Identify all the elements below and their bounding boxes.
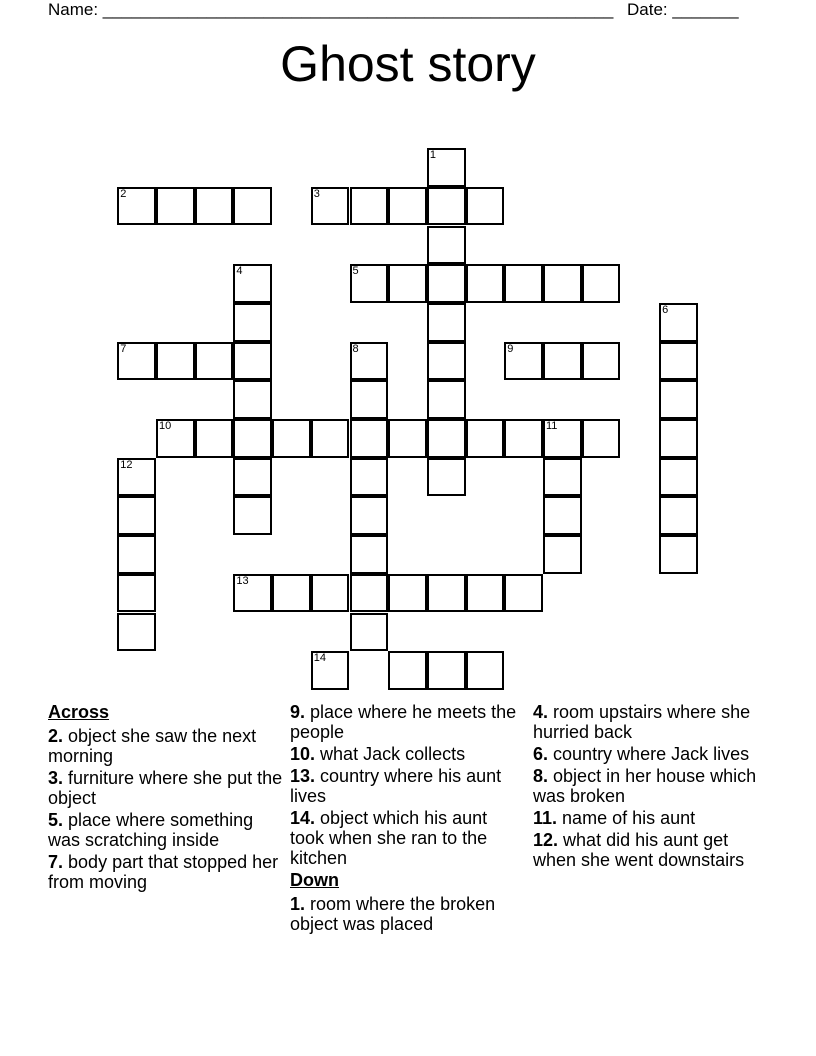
crossword-cell[interactable]	[156, 342, 195, 381]
crossword-cell[interactable]	[504, 574, 543, 613]
crossword-cell[interactable]	[466, 187, 505, 226]
crossword-cell[interactable]	[350, 187, 389, 226]
clue-number: 14.	[290, 808, 316, 828]
crossword-cell[interactable]	[156, 419, 195, 458]
clue-down-4	[533, 702, 769, 742]
puzzle-title: Ghost story	[280, 36, 536, 92]
crossword-cell[interactable]	[466, 651, 505, 690]
clue-number-label: 13	[236, 574, 249, 587]
crossword-cell[interactable]	[543, 458, 582, 497]
clue-text: room where the broken object was placed	[290, 894, 496, 934]
crossword-cell[interactable]	[233, 574, 272, 613]
crossword-cell[interactable]	[543, 264, 582, 303]
clue-number: 6.	[533, 744, 549, 764]
crossword-cell[interactable]	[311, 574, 350, 613]
crossword-cell[interactable]	[272, 574, 311, 613]
crossword-cell[interactable]	[311, 419, 350, 458]
crossword-cell[interactable]	[388, 574, 427, 613]
clue-number-label: 2	[120, 187, 127, 200]
crossword-cell[interactable]	[272, 419, 311, 458]
crossword-cell[interactable]	[233, 187, 272, 226]
clue-text: what Jack collects	[320, 744, 466, 764]
crossword-cell[interactable]	[350, 458, 389, 497]
clue-number-label: 12	[120, 458, 133, 471]
crossword-cell[interactable]	[388, 264, 427, 303]
clue-across-14	[290, 808, 526, 868]
clue-text: what did his aunt get when she went downstairs	[533, 830, 745, 870]
crossword-cell[interactable]	[233, 496, 272, 535]
crossword-cell[interactable]	[427, 651, 466, 690]
clue-number-label: 8	[352, 342, 359, 355]
clue-text: place where he meets the people	[290, 702, 517, 742]
crossword-cell[interactable]	[427, 342, 466, 381]
crossword-cell[interactable]	[659, 419, 698, 458]
crossword-cell[interactable]	[311, 187, 350, 226]
clue-number: 3.	[48, 768, 64, 788]
crossword-cell[interactable]	[543, 496, 582, 535]
clue-number: 7.	[48, 852, 64, 872]
clue-number-label: 11	[546, 420, 558, 432]
clue-across-9	[290, 702, 526, 742]
clue-number-label: 3	[313, 187, 320, 200]
crossword-cell[interactable]	[350, 264, 389, 303]
clue-number: 13.	[290, 766, 316, 786]
crossword-cell[interactable]	[117, 458, 156, 497]
crossword-cell[interactable]	[543, 342, 582, 381]
crossword-cell[interactable]	[233, 342, 272, 381]
clue-number-label: 1	[429, 149, 437, 162]
crossword-cell[interactable]	[350, 574, 389, 613]
clue-text: country where his aunt lives	[290, 766, 502, 806]
clue-number: 11.	[533, 808, 558, 828]
clues-column-3	[533, 702, 769, 872]
clue-across-5	[48, 810, 284, 850]
clue-text: object which his aunt took when she ran to the kitchen	[290, 808, 488, 868]
crossword-cell[interactable]	[659, 496, 698, 535]
crossword-cell[interactable]	[350, 342, 389, 381]
clue-across-7	[48, 852, 284, 892]
clue-number-label: 4	[236, 265, 243, 278]
clue-number: 12.	[533, 830, 559, 850]
clue-number: 2.	[48, 726, 64, 746]
clue-text: object in her house which was broken	[533, 766, 757, 806]
crossword-cell[interactable]	[388, 419, 427, 458]
crossword-cell[interactable]	[117, 342, 156, 381]
crossword-cell[interactable]	[388, 187, 427, 226]
clue-number: 8.	[533, 766, 549, 786]
clue-down-8	[533, 766, 769, 806]
crossword-cell[interactable]	[504, 419, 543, 458]
crossword-cell[interactable]	[582, 342, 621, 381]
crossword-cell[interactable]	[427, 148, 466, 187]
crossword-cell[interactable]	[543, 535, 582, 574]
clue-number-label: 10	[159, 420, 172, 432]
crossword-cell[interactable]	[466, 574, 505, 613]
crossword-cell[interactable]	[543, 419, 582, 458]
crossword-cell[interactable]	[427, 419, 466, 458]
clue-across-10	[290, 744, 526, 764]
crossword-cell[interactable]	[350, 535, 389, 574]
clue-text: place where something was scratching inside	[48, 810, 254, 850]
crossword-cell[interactable]	[427, 303, 466, 342]
clue-down-6	[533, 744, 769, 764]
crossword-cell[interactable]	[233, 419, 272, 458]
clue-number: 10.	[290, 744, 316, 764]
crossword-cell[interactable]	[427, 264, 466, 303]
clue-down-11	[533, 808, 769, 828]
clue-text: room upstairs where she hurried back	[533, 702, 751, 742]
clue-number-label: 7	[120, 342, 127, 355]
crossword-cell[interactable]	[195, 187, 234, 226]
crossword-cell[interactable]	[195, 342, 234, 381]
clue-number: 4.	[533, 702, 549, 722]
clue-number-label: 9	[507, 342, 514, 355]
crossword-cell[interactable]	[427, 187, 466, 226]
crossword-cell[interactable]	[659, 342, 698, 381]
crossword-cell[interactable]	[117, 187, 156, 226]
crossword-cell[interactable]	[659, 535, 698, 574]
crossword-cell[interactable]	[117, 613, 156, 652]
clue-text: country where Jack lives	[553, 744, 750, 764]
clue-number-label: 5	[352, 265, 359, 278]
clue-text: name of his aunt	[562, 808, 696, 828]
crossword-cell[interactable]	[233, 380, 272, 419]
clues-column-2	[290, 702, 526, 936]
clue-number-label: 14	[313, 652, 327, 665]
clue-number: 9.	[290, 702, 306, 722]
clue-number: 5.	[48, 810, 64, 830]
crossword-cell[interactable]	[659, 458, 698, 497]
crossword-cell[interactable]	[233, 303, 272, 342]
crossword-cell[interactable]	[233, 458, 272, 497]
crossword-cell[interactable]	[466, 264, 505, 303]
date-field-label: Date: _______	[627, 0, 739, 19]
crossword-cell[interactable]	[350, 419, 389, 458]
clue-down-1	[290, 894, 526, 934]
clue-number-label: 6	[662, 303, 669, 316]
crossword-cell[interactable]	[350, 496, 389, 535]
crossword-cell[interactable]	[659, 380, 698, 419]
clue-across-2	[48, 726, 284, 766]
crossword-cell[interactable]	[350, 380, 389, 419]
crossword-cell[interactable]	[233, 264, 272, 303]
clue-down-12	[533, 830, 769, 870]
crossword-cell[interactable]	[427, 380, 466, 419]
crossword-cell[interactable]	[311, 651, 350, 690]
crossword-cell[interactable]	[195, 419, 234, 458]
clue-text: body part that stopped her from moving	[48, 852, 279, 892]
clues-column-1	[48, 702, 284, 894]
across-heading: Across	[48, 702, 110, 722]
crossword-cell[interactable]	[427, 574, 466, 613]
clue-number: 1.	[290, 894, 306, 914]
crossword-cell[interactable]	[350, 613, 389, 652]
crossword-cell[interactable]	[427, 458, 466, 497]
clue-text: furniture where she put the object	[48, 768, 283, 808]
crossword-cell[interactable]	[504, 342, 543, 381]
crossword-cell[interactable]	[582, 264, 621, 303]
crossword-cell[interactable]	[388, 651, 427, 690]
name-field-label: Name: ______________________________________________________	[48, 0, 614, 19]
crossword-cell[interactable]	[156, 187, 195, 226]
crossword-cell[interactable]	[117, 574, 156, 613]
clue-text: object she saw the next morning	[48, 726, 257, 766]
crossword-cell[interactable]	[504, 264, 543, 303]
crossword-cell[interactable]	[117, 535, 156, 574]
clue-across-3	[48, 768, 284, 808]
crossword-cell[interactable]	[466, 419, 505, 458]
crossword-cell[interactable]	[659, 303, 698, 342]
crossword-cell[interactable]	[427, 226, 466, 265]
crossword-cell[interactable]	[582, 419, 621, 458]
crossword-cell[interactable]	[117, 496, 156, 535]
down-heading: Down	[290, 870, 339, 890]
clue-across-13	[290, 766, 526, 806]
